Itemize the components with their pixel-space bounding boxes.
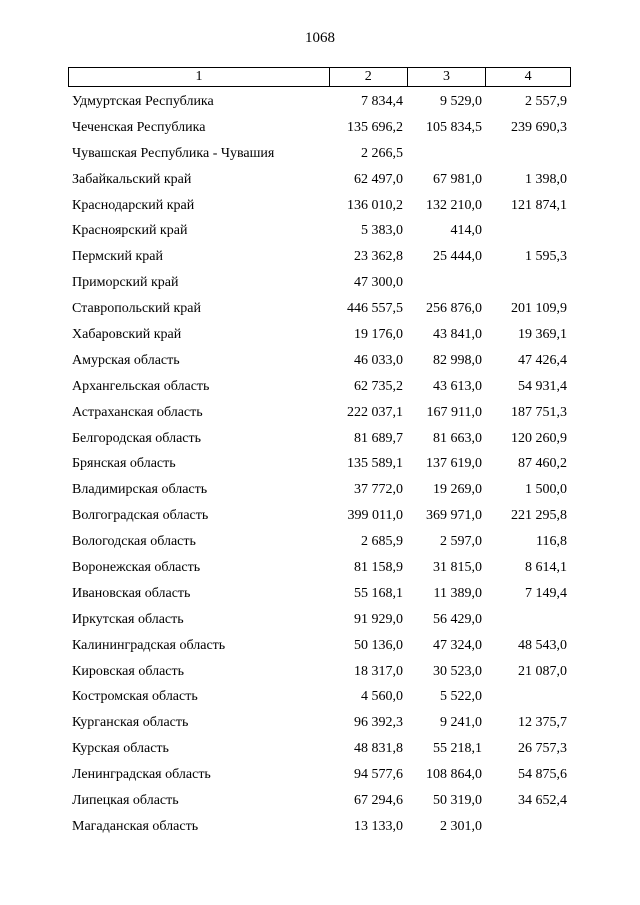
value-col-3: 9 529,0 xyxy=(440,93,482,109)
table-row xyxy=(68,762,571,788)
value-col-3: 30 523,0 xyxy=(433,663,482,679)
region-name: Астраханская область xyxy=(72,404,203,420)
value-col-2: 19 176,0 xyxy=(354,326,403,342)
value-col-3: 369 971,0 xyxy=(426,508,482,524)
table-row xyxy=(68,141,571,167)
region-name: Воронежская область xyxy=(72,559,201,575)
value-col-4: 54 931,4 xyxy=(518,378,567,394)
value-col-4: 47 426,4 xyxy=(518,352,567,368)
value-col-2: 81 689,7 xyxy=(354,430,403,446)
table-row xyxy=(68,710,571,736)
region-name: Чеченская Республика xyxy=(72,119,206,135)
region-name: Забайкальский край xyxy=(72,171,192,187)
table-row xyxy=(68,503,571,529)
value-col-2: 48 831,8 xyxy=(354,741,403,757)
region-name: Хабаровский край xyxy=(72,326,182,342)
region-name: Калининградская область xyxy=(72,637,226,653)
region-name: Приморский край xyxy=(72,275,179,291)
value-col-2: 2 685,9 xyxy=(361,534,403,550)
value-col-4: 34 652,4 xyxy=(518,792,567,808)
table-row xyxy=(68,581,571,607)
region-name: Ленинградская область xyxy=(72,767,211,783)
value-col-3: 108 864,0 xyxy=(426,767,482,783)
region-name: Пермский край xyxy=(72,249,163,265)
value-col-4: 201 109,9 xyxy=(511,301,567,317)
value-col-4: 54 875,6 xyxy=(518,767,567,783)
table-row xyxy=(68,814,571,840)
table-row xyxy=(68,374,571,400)
value-col-3: 56 429,0 xyxy=(433,611,482,627)
value-col-4: 21 087,0 xyxy=(518,663,567,679)
table-row xyxy=(68,193,571,219)
table-row xyxy=(68,167,571,193)
region-name: Амурская область xyxy=(72,352,180,368)
table-row xyxy=(68,426,571,452)
value-col-2: 46 033,0 xyxy=(354,352,403,368)
value-col-2: 23 362,8 xyxy=(354,249,403,265)
value-col-2: 222 037,1 xyxy=(347,404,403,420)
value-col-2: 91 929,0 xyxy=(354,611,403,627)
value-col-4: 239 690,3 xyxy=(511,119,567,135)
table-row xyxy=(68,736,571,762)
value-col-2: 2 266,5 xyxy=(361,145,403,161)
value-col-4: 1 398,0 xyxy=(525,171,567,187)
header-col-1: 1 xyxy=(195,69,203,84)
value-col-2: 5 383,0 xyxy=(361,223,403,239)
table-row xyxy=(68,607,571,633)
value-col-2: 81 158,9 xyxy=(354,559,403,575)
value-col-4: 187 751,3 xyxy=(511,404,567,420)
region-name: Кировская область xyxy=(72,663,185,679)
value-col-3: 11 389,0 xyxy=(433,585,482,601)
value-col-3: 81 663,0 xyxy=(433,430,482,446)
region-name: Краснодарский край xyxy=(72,197,195,213)
value-col-4: 19 369,1 xyxy=(518,326,567,342)
value-col-4: 1 500,0 xyxy=(525,482,567,498)
value-col-3: 5 522,0 xyxy=(440,689,482,705)
value-col-2: 94 577,6 xyxy=(354,767,403,783)
table-row xyxy=(68,115,571,141)
value-col-2: 399 011,0 xyxy=(347,508,403,524)
value-col-3: 43 841,0 xyxy=(433,326,482,342)
region-name: Владимирская область xyxy=(72,482,208,498)
value-col-2: 136 010,2 xyxy=(347,197,403,213)
region-name: Архангельская область xyxy=(72,378,210,394)
value-col-2: 67 294,6 xyxy=(354,792,403,808)
table-row xyxy=(68,529,571,555)
table-row xyxy=(68,477,571,503)
region-name: Курская область xyxy=(72,741,169,757)
header-col-3: 3 xyxy=(407,68,486,86)
value-col-2: 18 317,0 xyxy=(354,663,403,679)
region-name: Вологодская область xyxy=(72,534,196,550)
value-col-2: 96 392,3 xyxy=(354,715,403,731)
value-col-3: 47 324,0 xyxy=(433,637,482,653)
table-row xyxy=(68,322,571,348)
value-col-3: 2 301,0 xyxy=(440,818,482,834)
table-row xyxy=(68,270,571,296)
table-row xyxy=(68,633,571,659)
region-name: Липецкая область xyxy=(72,792,179,808)
value-col-4: 12 375,7 xyxy=(518,715,567,731)
value-col-2: 47 300,0 xyxy=(354,275,403,291)
value-col-4: 87 460,2 xyxy=(518,456,567,472)
value-col-4: 7 149,4 xyxy=(525,585,567,601)
value-col-2: 50 136,0 xyxy=(354,637,403,653)
table-header xyxy=(68,67,571,87)
value-col-2: 62 497,0 xyxy=(354,171,403,187)
region-name: Красноярский край xyxy=(72,223,188,239)
value-col-2: 446 557,5 xyxy=(347,301,403,317)
value-col-3: 2 597,0 xyxy=(440,534,482,550)
table-row xyxy=(68,348,571,374)
value-col-2: 55 168,1 xyxy=(354,585,403,601)
value-col-3: 19 269,0 xyxy=(433,482,482,498)
value-col-3: 167 911,0 xyxy=(426,404,482,420)
region-name: Белгородская область xyxy=(72,430,202,446)
region-name: Волгоградская область xyxy=(72,508,209,524)
table-row xyxy=(68,400,571,426)
table-row xyxy=(68,218,571,244)
region-name: Ивановская область xyxy=(72,585,191,601)
value-col-4: 120 260,9 xyxy=(511,430,567,446)
table-row xyxy=(68,788,571,814)
value-col-4: 1 595,3 xyxy=(525,249,567,265)
table-body xyxy=(68,89,571,840)
region-name: Иркутская область xyxy=(72,611,184,627)
value-col-2: 7 834,4 xyxy=(361,93,403,109)
value-col-2: 62 735,2 xyxy=(354,378,403,394)
value-col-3: 82 998,0 xyxy=(433,352,482,368)
value-col-3: 55 218,1 xyxy=(433,741,482,757)
value-col-2: 135 589,1 xyxy=(347,456,403,472)
header-col-4: 4 xyxy=(485,68,570,86)
region-name: Удмуртская Республика xyxy=(72,93,214,109)
region-name: Ставропольский край xyxy=(72,301,201,317)
table-row xyxy=(68,684,571,710)
value-col-3: 414,0 xyxy=(450,223,482,239)
value-col-4: 121 874,1 xyxy=(511,197,567,213)
table-row xyxy=(68,451,571,477)
value-col-2: 13 133,0 xyxy=(354,818,403,834)
table-row xyxy=(68,89,571,115)
value-col-2: 4 560,0 xyxy=(361,689,403,705)
value-col-4: 26 757,3 xyxy=(518,741,567,757)
region-name: Костромская область xyxy=(72,689,198,705)
value-col-3: 67 981,0 xyxy=(433,171,482,187)
region-name: Брянская область xyxy=(72,456,176,472)
value-col-4: 48 543,0 xyxy=(518,637,567,653)
table-row xyxy=(68,296,571,322)
value-col-3: 105 834,5 xyxy=(426,119,482,135)
region-name: Курганская область xyxy=(72,715,189,731)
region-name: Чувашская Республика - Чувашия xyxy=(72,145,275,161)
value-col-3: 256 876,0 xyxy=(426,301,482,317)
value-col-2: 37 772,0 xyxy=(354,482,403,498)
value-col-3: 132 210,0 xyxy=(426,197,482,213)
value-col-3: 25 444,0 xyxy=(433,249,482,265)
page-number: 1068 xyxy=(305,30,335,46)
value-col-3: 137 619,0 xyxy=(426,456,482,472)
value-col-3: 43 613,0 xyxy=(433,378,482,394)
value-col-3: 9 241,0 xyxy=(440,715,482,731)
value-col-3: 50 319,0 xyxy=(433,792,482,808)
table-row xyxy=(68,659,571,685)
region-name: Магаданская область xyxy=(72,818,199,834)
value-col-4: 2 557,9 xyxy=(525,93,567,109)
header-col-2: 2 xyxy=(329,68,407,86)
value-col-4: 221 295,8 xyxy=(511,508,567,524)
value-col-4: 116,8 xyxy=(536,534,567,550)
table-row xyxy=(68,555,571,581)
value-col-3: 31 815,0 xyxy=(433,559,482,575)
data-table xyxy=(68,67,571,840)
value-col-2: 135 696,2 xyxy=(347,119,403,135)
table-row xyxy=(68,244,571,270)
value-col-4: 8 614,1 xyxy=(525,559,567,575)
